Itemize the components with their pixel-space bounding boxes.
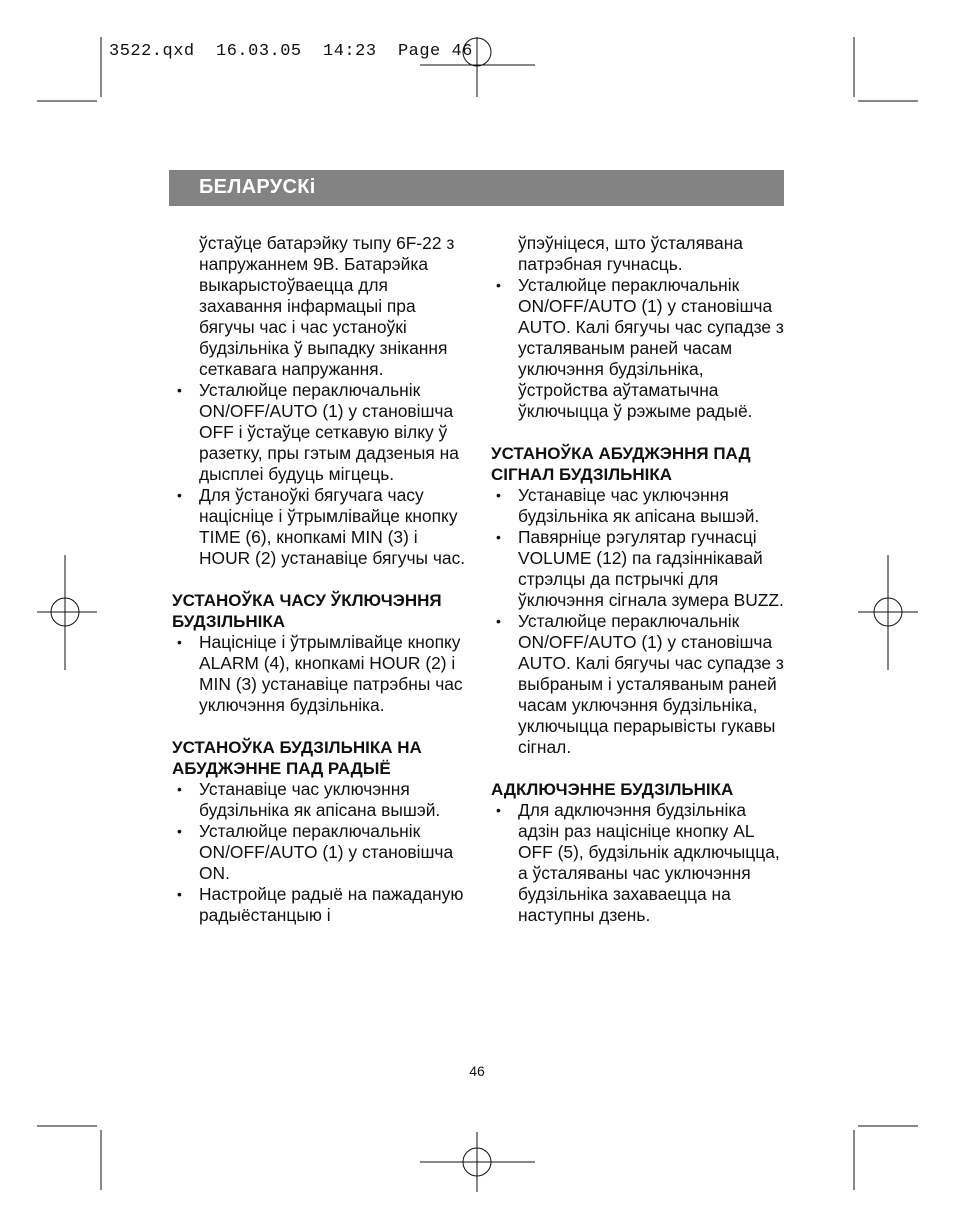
print-slug: 3522.qxd 16.03.05 14:23 Page 46 [109, 42, 473, 61]
bullet-icon: • [496, 277, 501, 293]
bullet-list [491, 485, 791, 758]
bullet-icon: • [496, 529, 501, 545]
bullet-list [172, 380, 472, 569]
list-item: • Націсніце і ўтрымлівайце кнопку ALARM (4), кнопкамі HOUR (2) і MIN (3) устанавіце патрэбны час уключэння будзільніка. [177, 632, 463, 715]
section-heading: УСТАНОЎКА БУДЗІЛЬНІКА НА АБУДЖЭННЕ ПАД РАДЫЁ [172, 738, 422, 778]
bullet-icon: • [496, 802, 501, 818]
section-heading: УСТАНОЎКА АБУДЖЭННЯ ПАД СІГНАЛ БУДЗІЛЬНІКА [491, 444, 751, 484]
bullet-icon: • [496, 487, 501, 503]
bullet-list [491, 275, 791, 422]
bullet-icon: • [177, 634, 182, 650]
intro-paragraph: ўпэўніцеся, што ўсталявана патрэбная гучнасць. [518, 233, 743, 274]
bullet-icon: • [177, 781, 182, 797]
section-header-bar [169, 170, 784, 206]
list-item: • Усталюйце пераключальнік ON/OFF/AUTO (1) у становішча AUTO. Калі бягучы час супадзе з выбраным і усталяваным раней часам уключэння будзільніка, уключыцца перарывісты гукавы сігнал. [496, 611, 784, 757]
right-column [491, 233, 791, 926]
list-item: • Устанавіце час уключэння будзільніка як апісана вышэй. [496, 485, 760, 526]
list-item: • Для ўстаноўкі бягучага часу націсніце і ўтрымлівайце кнопку TIME (6), кнопкамі MIN (3) і HOUR (2) устанавіце бягучы час. [177, 485, 466, 568]
bullet-icon: • [177, 886, 182, 902]
list-item: • Усталюйце пераключальнік ON/OFF/AUTO (1) у становішча OFF і ўстаўце сеткавую вілку ў разетку, пры гэтым дадзеныя на дысплеі будуць мігцець. [177, 380, 459, 484]
bullet-list [491, 800, 791, 926]
intro-paragraph: ўстаўце батарэйку тыпу 6F-22 з напружаннем 9В. Батарэйка выкарыстоўваецца для захавання інфармацыі пра бягучы час і час устаноўкі будзільніка ў выпадку знікання сеткавага напружання. [199, 233, 455, 379]
bullet-list [172, 632, 472, 716]
list-item: • Усталюйце пераключальнік ON/OFF/AUTO (1) у становішча ON. [177, 821, 454, 883]
language-title: БЕЛАРУСКi [199, 176, 316, 198]
list-item: • Павярніце рэгулятар гучнасці VOLUME (12) па гадзіннікавай стрэлцы да пстрычкі для ўключэння сігнала зумера BUZZ. [496, 527, 784, 610]
list-item: • Усталюйце пераключальнік ON/OFF/AUTO (1) у становішча AUTO. Калі бягучы час супадзе з усталяваным раней часам уключэння будзільніка, ўстройства аўтаматычна ўключыцца ў рэжыме радыё. [496, 275, 784, 421]
left-column [172, 233, 472, 926]
bullet-icon: • [177, 382, 182, 398]
section-heading: АДКЛЮЧЭННЕ БУДЗІЛЬНІКА [491, 780, 734, 799]
list-item: • Настройце радыё на пажаданую радыёстанцыю і [177, 884, 464, 925]
section-heading: УСТАНОЎКА ЧАСУ ЎКЛЮЧЭННЯ БУДЗІЛЬНІКА [172, 591, 442, 631]
bullet-icon: • [496, 613, 501, 629]
bullet-icon: • [177, 823, 182, 839]
list-item: • Для адключэння будзільніка адзін раз націсніце кнопку AL OFF (5), будзільнік адключыцца, а ўсталяваны час уключэння будзільніка захаваецца на наступны дзень. [496, 800, 780, 925]
bullet-icon: • [177, 487, 182, 503]
bullet-list [172, 779, 472, 926]
list-item: • Устанавіце час уключэння будзільніка як апісана вышэй. [177, 779, 441, 820]
page-number: 46 [469, 1063, 485, 1079]
